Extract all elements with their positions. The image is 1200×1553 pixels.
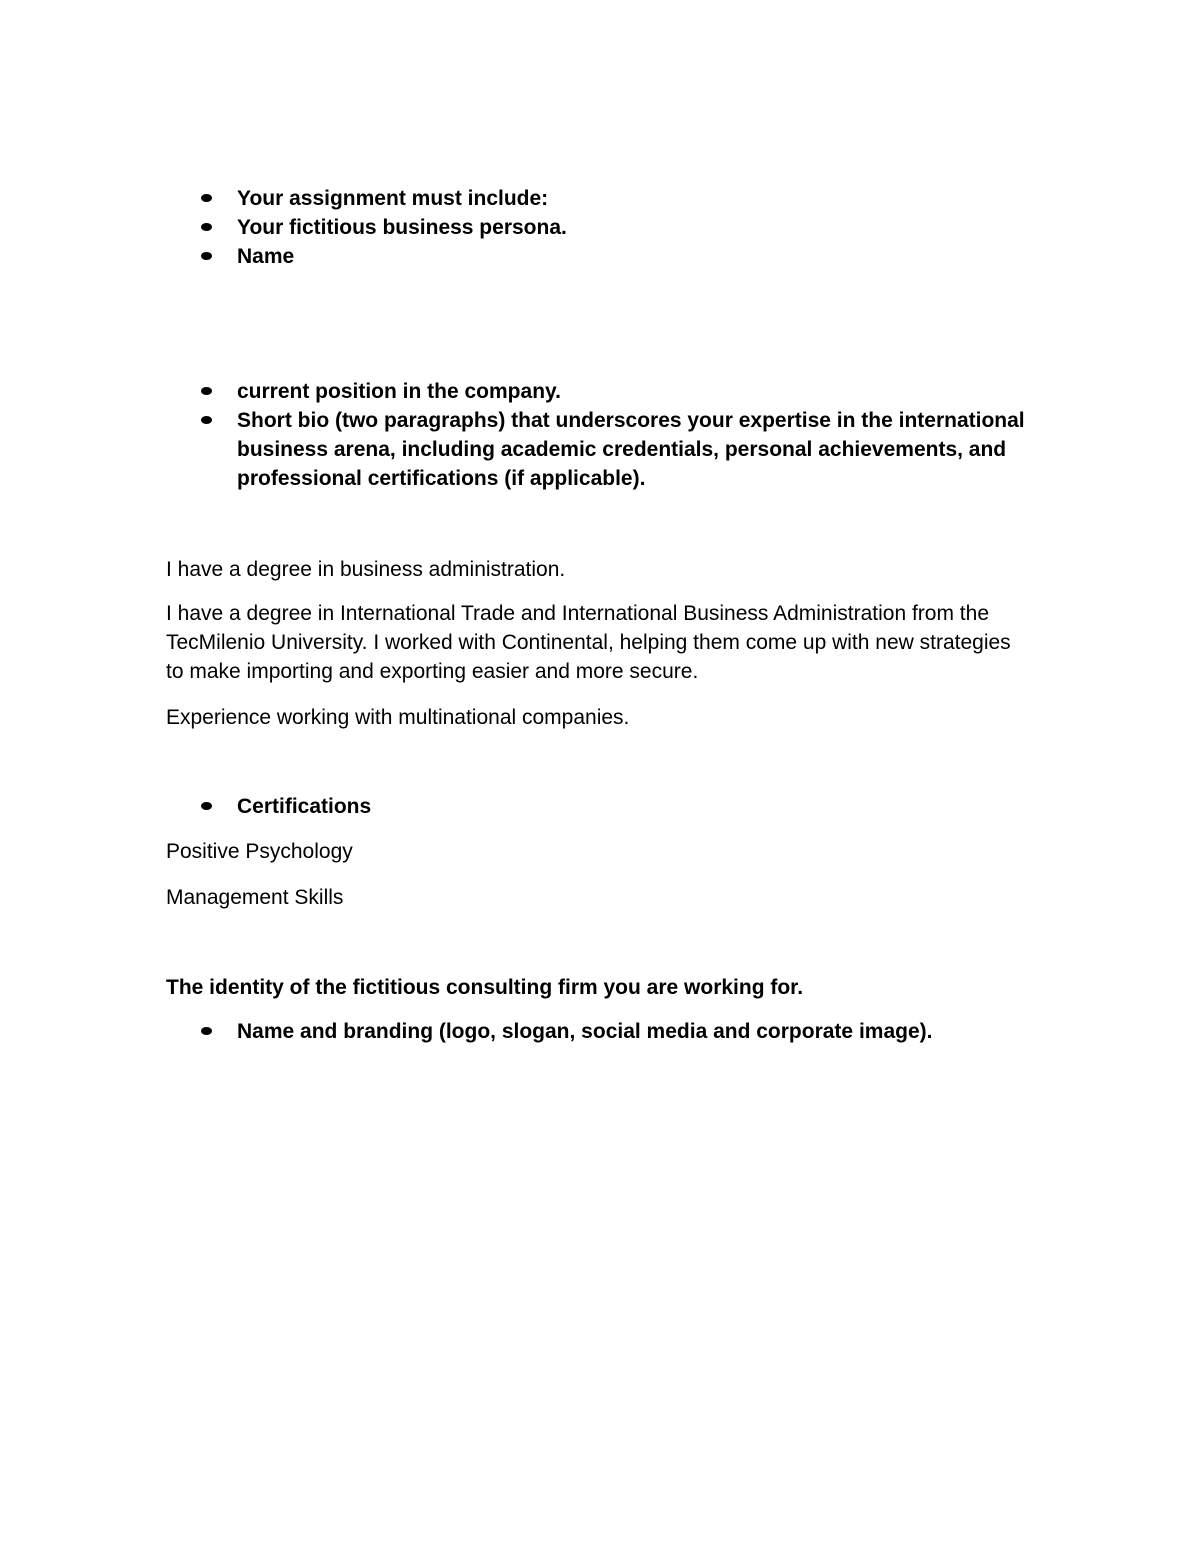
bullet-icon [201, 1027, 212, 1035]
bullet-icon [201, 194, 212, 202]
list-item [166, 377, 1046, 406]
certification-item: Management Skills [166, 886, 344, 909]
bullet-icon [201, 223, 212, 231]
list-item-text: Name and branding (logo, slogan, social media and corporate image). [237, 1020, 933, 1043]
bullet-icon [201, 387, 212, 395]
bullet-icon [201, 252, 212, 260]
certification-item: Positive Psychology [166, 840, 353, 863]
bullet-icon [201, 416, 212, 424]
list-item-text: Name [237, 245, 295, 268]
list-item-text: Your assignment must include: [237, 187, 549, 210]
list-item-text: current position in the company. [237, 380, 561, 403]
bullet-icon [201, 802, 212, 810]
list-item [166, 184, 1046, 213]
list-item [166, 792, 1046, 821]
list-item [166, 242, 1046, 271]
list-item-text: Your fictitious business persona. [237, 216, 567, 239]
list-item [166, 406, 1046, 493]
bio-paragraph: I have a degree in International Trade and International Business Administration from the TecMilenio University. I worked with Continental, helping them come up with new strategies to make importing and exporting easier and more secure. [166, 602, 1011, 683]
firm-heading: The identity of the fictitious consulting firm you are working for. [166, 976, 804, 999]
list-item [166, 213, 1046, 242]
list-item-text: Short bio (two paragraphs) that underscores your expertise in the international business arena, including academic credentials, personal achievements, and professional certifications (if applicable). [237, 409, 1025, 490]
bio-paragraph: Experience working with multinational companies. [166, 706, 630, 729]
bio-paragraph: I have a degree in business administration. [166, 558, 566, 581]
certifications-heading: Certifications [237, 795, 372, 818]
list-item [166, 1017, 1046, 1046]
